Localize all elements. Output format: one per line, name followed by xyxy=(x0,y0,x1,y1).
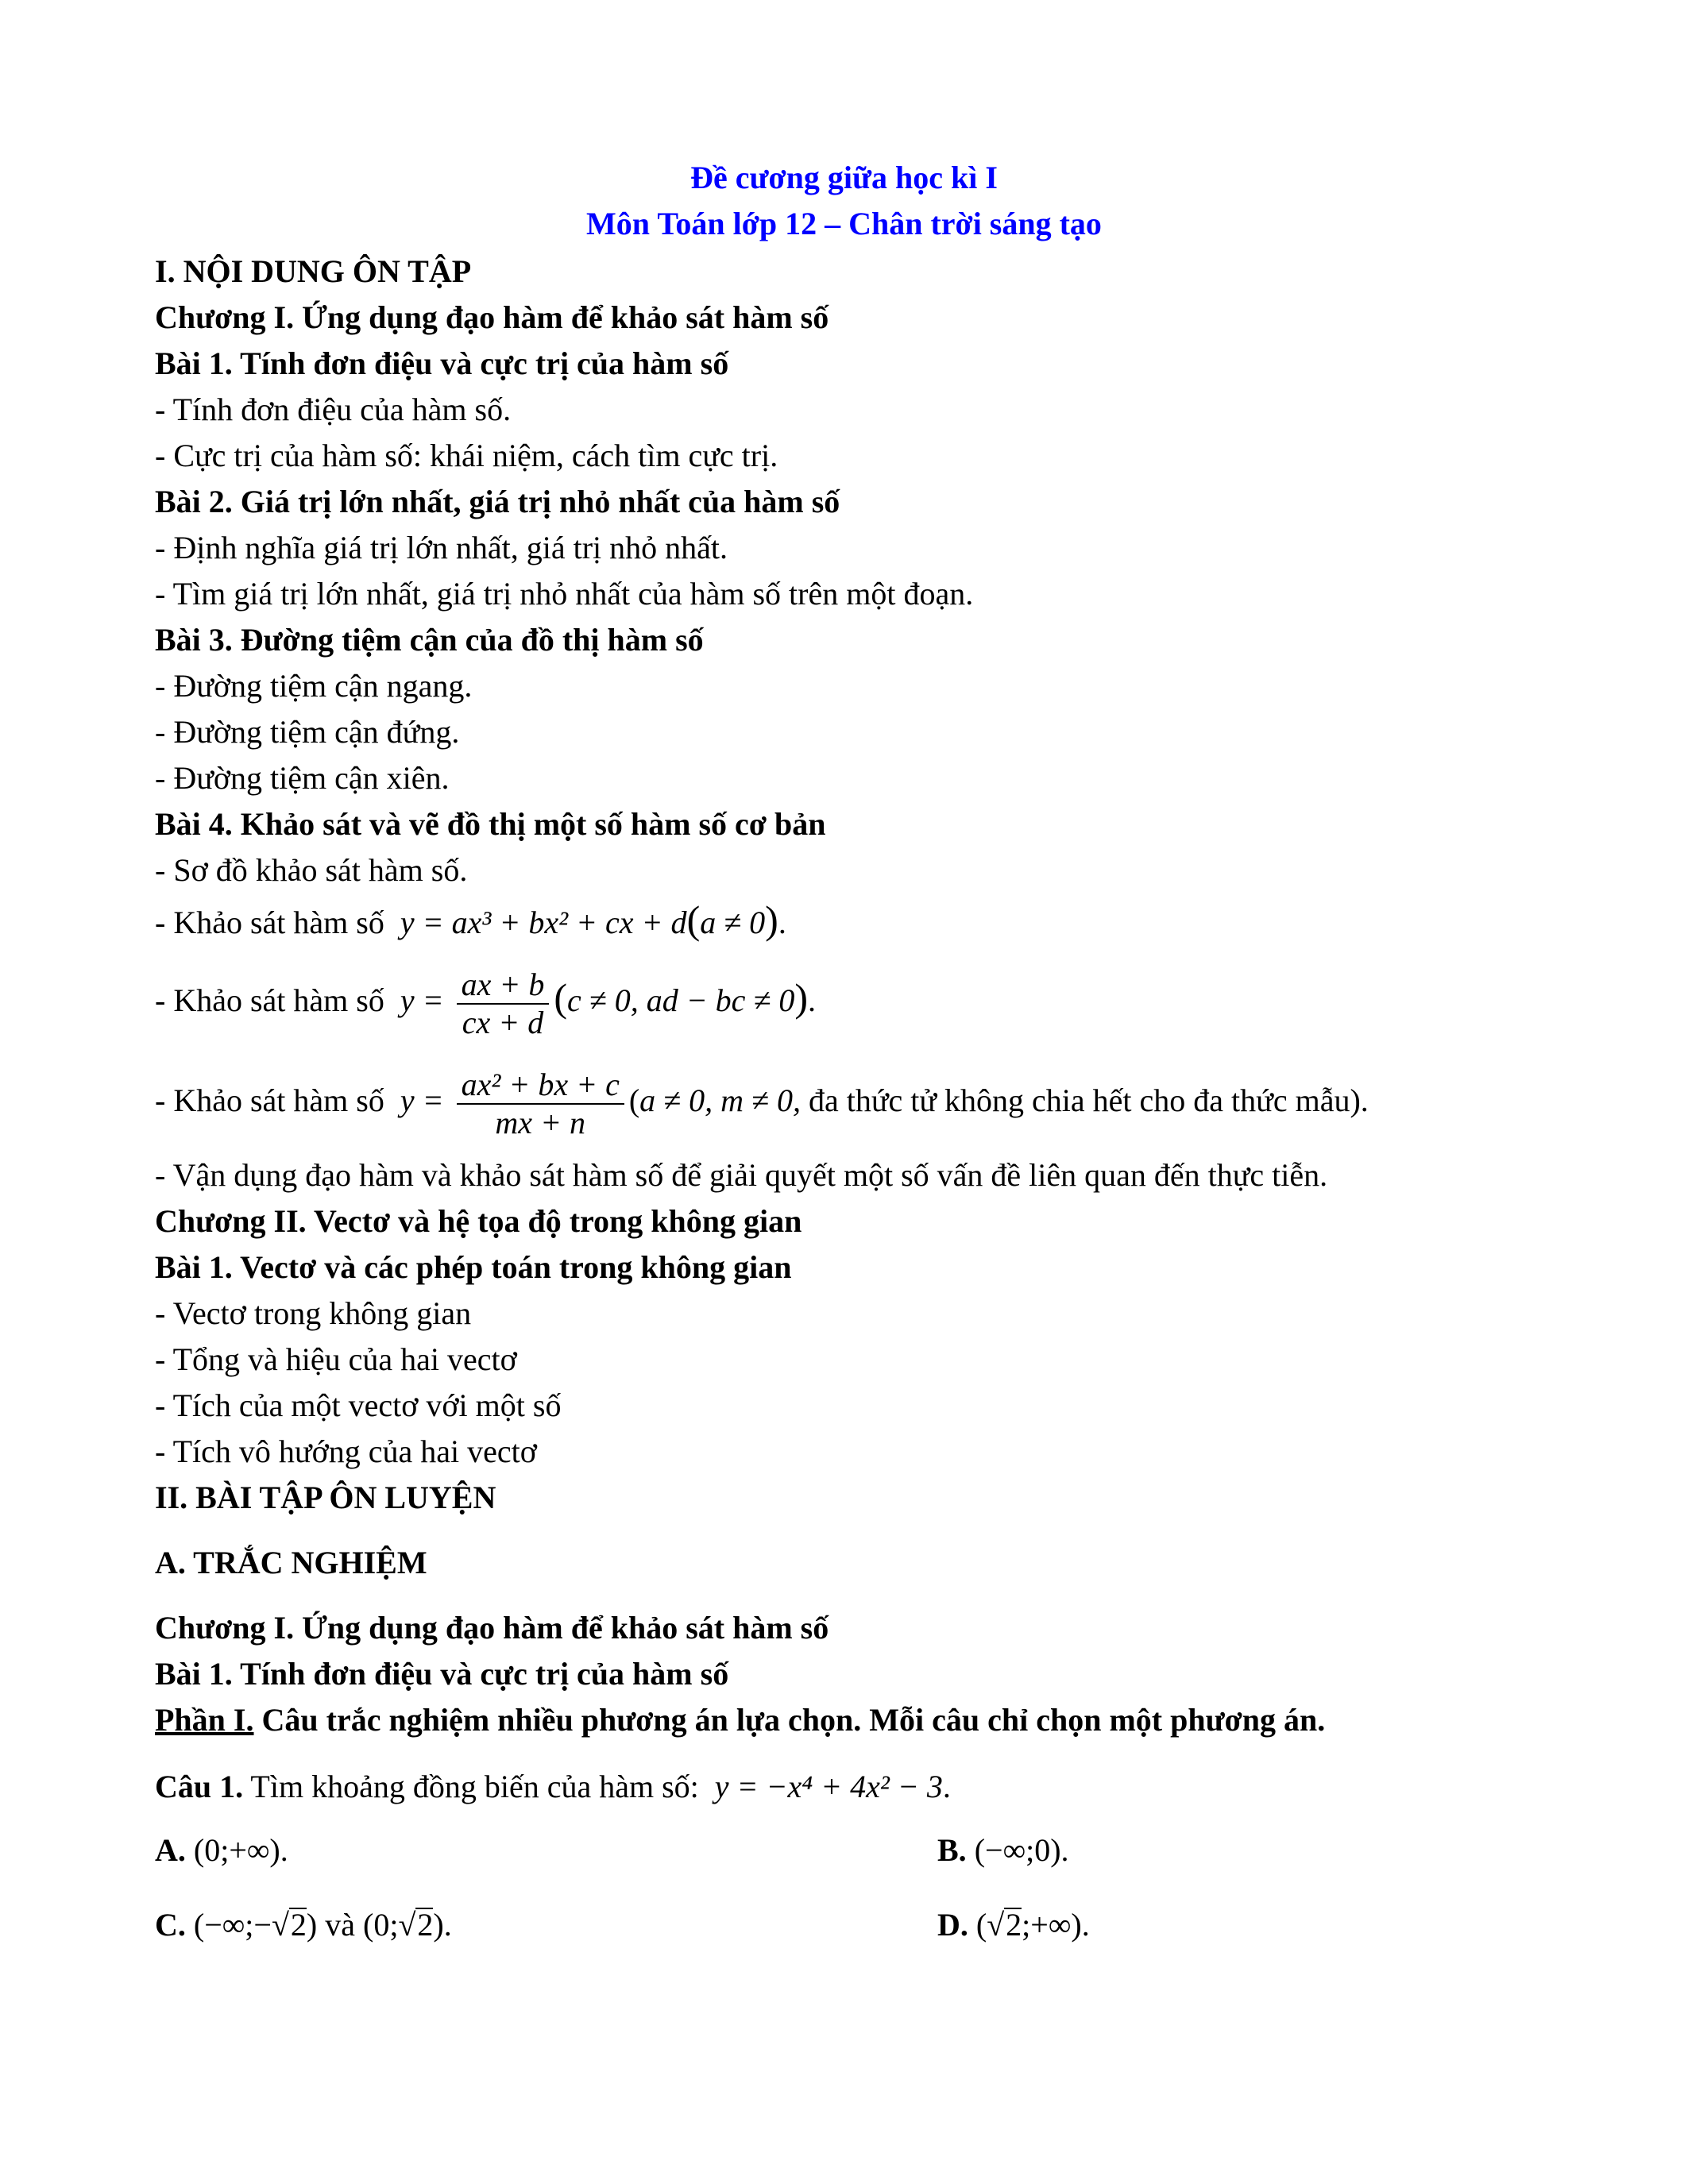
option-d: D. (√2;+∞). xyxy=(937,1907,1090,1943)
section-heading-content: I. NỘI DUNG ÔN TẬP xyxy=(155,253,472,289)
fraction-denominator: cx + d xyxy=(457,1003,550,1041)
quadratic-note: đa thức tử không chia hết cho đa thức mẫu). xyxy=(808,1082,1369,1118)
lesson-heading: Bài 4. Khảo sát và vẽ đồ thị một số hàm số cơ bản xyxy=(155,806,826,842)
lesson-heading: Bài 1. Tính đơn điệu và cực trị của hàm số xyxy=(155,1656,729,1692)
option-c: C. (−∞;−√2) và (0;√2). xyxy=(155,1907,452,1943)
question-text: Tìm khoảng đồng biến của hàm số: xyxy=(250,1769,699,1804)
survey-rational-item: - Khảo sát hàm số y = $\frac{ax + b}{cx + d}$ (c ≠ 0, ad − bc ≠ 0). xyxy=(155,966,817,1040)
option-connector: và xyxy=(325,1907,356,1943)
option-label: C. xyxy=(155,1907,186,1943)
chapter-heading: Chương I. Ứng dụng đạo hàm để khảo sát hàm số xyxy=(155,1610,829,1646)
lesson-heading: Bài 2. Giá trị lớn nhất, giá trị nhỏ nhất của hàm số xyxy=(155,484,840,519)
sqrt-value: 2 xyxy=(1006,1907,1022,1943)
rational-condition: c ≠ 0, ad − bc ≠ 0 xyxy=(566,982,795,1018)
list-item: - Vectơ trong không gian xyxy=(155,1295,472,1331)
list-item: - Tính đơn điệu của hàm số. xyxy=(155,392,512,427)
option-value-part2: (0; xyxy=(363,1907,399,1943)
subsection-heading: A. TRẮC NGHIỆM xyxy=(155,1545,427,1580)
list-item: - Tìm giá trị lớn nhất, giá trị nhỏ nhất của hàm số trên một đoạn. xyxy=(155,576,974,612)
list-item: - Tích của một vectơ với một số xyxy=(155,1387,562,1423)
option-b: B. (−∞;0). xyxy=(937,1832,1069,1868)
list-item: - Đường tiệm cận đứng. xyxy=(155,714,460,750)
quadratic-fraction xyxy=(457,1067,624,1141)
list-item: - Đường tiệm cận ngang. xyxy=(155,668,473,704)
fraction-numerator: ax² + bx + c xyxy=(461,1066,620,1102)
list-item: - Sơ đồ khảo sát hàm số. xyxy=(155,852,468,888)
quadratic-condition: a ≠ 0, m ≠ 0, xyxy=(639,1082,801,1118)
survey-cubic-item: - Khảo sát hàm số y = ax³ + bx² + cx + d(a ≠ 0). xyxy=(155,897,786,942)
list-item: - Tích vô hướng của hai vectơ xyxy=(155,1433,537,1469)
document-subtitle: Môn Toán lớp 12 – Chân trời sáng tạo xyxy=(586,206,1102,241)
fraction-denominator: mx + n xyxy=(457,1103,624,1141)
rational-fraction xyxy=(457,967,550,1041)
option-value-part1: (−∞;− xyxy=(193,1907,272,1943)
chapter-heading: Chương II. Vectơ và hệ tọa độ trong không gian xyxy=(155,1203,802,1239)
document-title: Đề cương giữa học kì I xyxy=(690,160,998,195)
survey-quadratic-rational-item: - Khảo sát hàm số y = $\frac{\text{ax² + bx + c}}{mx + n}$ (a ≠ 0, m ≠ 0, đa thức tử không chia hết cho đa thức mẫu). xyxy=(155,1066,1369,1140)
survey-prefix: - Khảo sát hàm số xyxy=(155,982,384,1018)
list-item: - Tổng và hiệu của hai vectơ xyxy=(155,1341,517,1377)
fraction-numerator: ax + b xyxy=(461,966,545,1002)
list-item: - Cực trị của hàm số: khái niệm, cách tìm cực trị. xyxy=(155,438,778,473)
option-value: (0;+∞) xyxy=(193,1832,280,1868)
sqrt-value: 2 xyxy=(290,1907,307,1943)
part-label: Phần I. xyxy=(155,1702,254,1738)
sqrt-value: 2 xyxy=(417,1907,434,1943)
survey-prefix: - Khảo sát hàm số xyxy=(155,1082,384,1118)
survey-prefix: - Khảo sát hàm số xyxy=(155,905,384,940)
cubic-condition: a ≠ 0 xyxy=(700,905,766,940)
list-item: - Định nghĩa giá trị lớn nhất, giá trị nhỏ nhất. xyxy=(155,530,728,565)
question-formula: y = −x⁴ + 4x² − 3 xyxy=(714,1769,943,1804)
option-label: D. xyxy=(937,1907,968,1943)
lesson-heading: Bài 1. Tính đơn điệu và cực trị của hàm số xyxy=(155,345,729,381)
lesson-heading: Bài 1. Vectơ và các phép toán trong không gian xyxy=(155,1249,792,1285)
option-label: A. xyxy=(155,1832,186,1868)
option-value-tail: ;+∞) xyxy=(1022,1907,1082,1943)
part-instruction xyxy=(155,1701,1325,1739)
lesson-heading: Bài 3. Đường tiệm cận của đồ thị hàm số xyxy=(155,622,704,658)
question-label: Câu 1. xyxy=(155,1769,244,1804)
section-heading-exercises: II. BÀI TẬP ÔN LUYỆN xyxy=(155,1480,496,1515)
part-text: Câu trắc nghiệm nhiều phương án lựa chọn. Mỗi câu chỉ chọn một phương án. xyxy=(261,1702,1326,1738)
option-value: (−∞;0) xyxy=(974,1832,1061,1868)
chapter-heading: Chương I. Ứng dụng đạo hàm để khảo sát hàm số xyxy=(155,299,829,335)
option-a: A. (0;+∞). xyxy=(155,1832,288,1868)
list-item: - Đường tiệm cận xiên. xyxy=(155,760,450,796)
list-item: - Vận dụng đạo hàm và khảo sát hàm số để giải quyết một số vấn đề liên quan đến thực tiễn. xyxy=(155,1157,1328,1193)
question-1: Câu 1. Tìm khoảng đồng biến của hàm số: y = −x⁴ + 4x² − 3. xyxy=(155,1769,951,1804)
cubic-formula: y = ax³ + bx² + cx + d xyxy=(400,905,687,940)
option-label: B. xyxy=(937,1832,967,1868)
